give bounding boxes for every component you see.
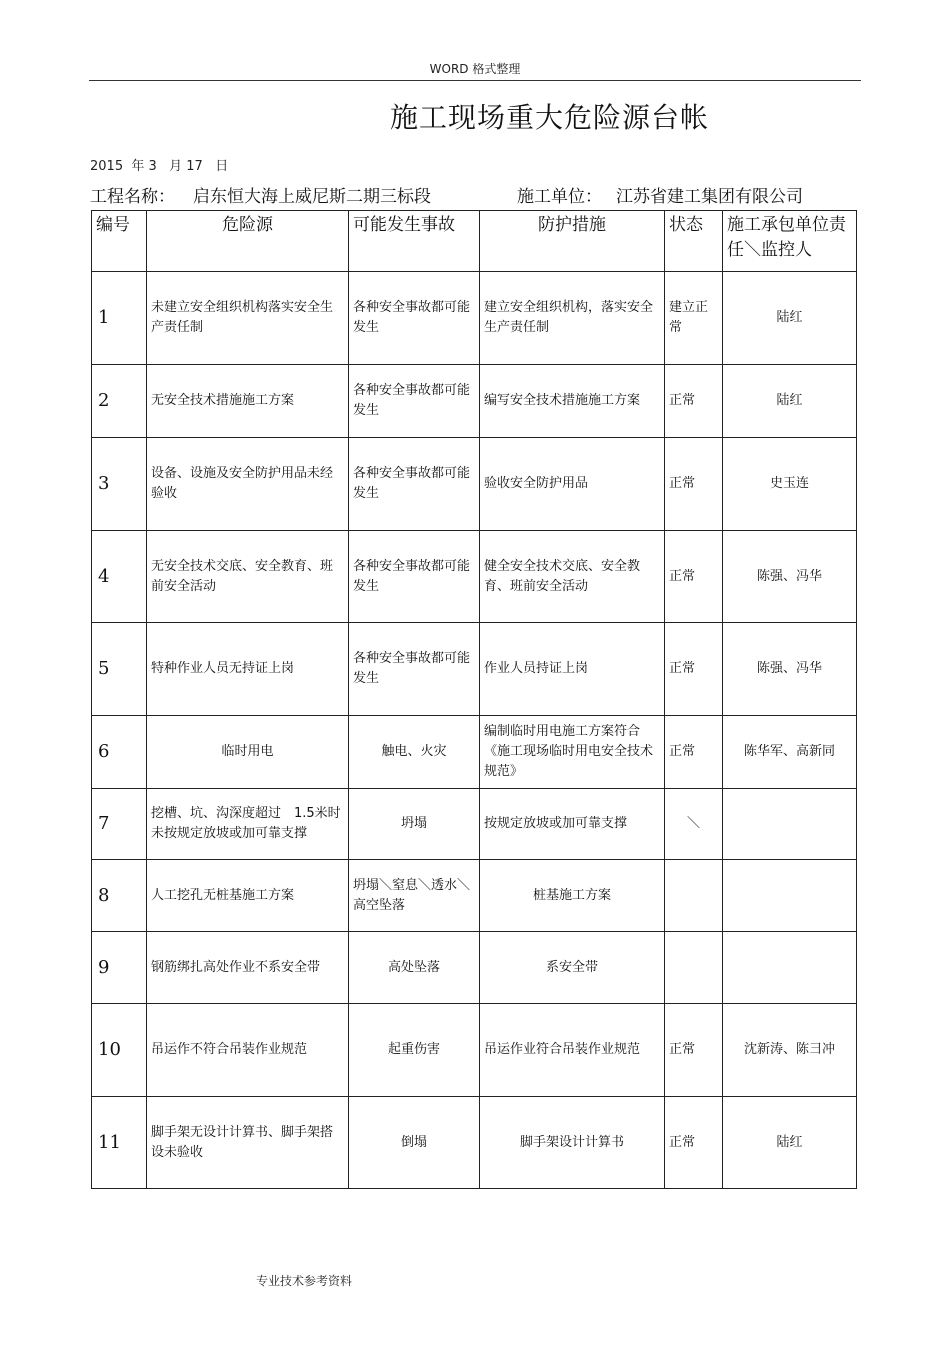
status-cell [665,932,723,1004]
construction-unit-line [517,182,803,207]
table-row [92,272,857,365]
row-number: 5 [92,623,147,716]
hazard-cell: 钢筋绑扎高处作业不系安全带 [147,932,349,1004]
column-header-measure: 防护措施 [480,211,665,272]
measure-cell: 验收安全防护用品 [480,438,665,531]
person-cell [723,789,857,860]
measure-cell: 编制临时用电施工方案符合《施工现场临时用电安全技术规范》 [480,716,665,789]
accident-cell: 各种安全事故都可能发生 [349,623,480,716]
row-number: 9 [92,932,147,1004]
column-header-person: 施工承包单位责任＼监控人 [723,211,857,272]
measure-cell: 桩基施工方案 [480,860,665,932]
measure-cell: 系安全带 [480,932,665,1004]
row-number: 1 [92,272,147,365]
document-title: 施工现场重大危险源台帐 [390,101,710,134]
construction-unit-label: 施工单位： [517,187,602,207]
table-row [92,365,857,438]
person-cell: 陆红 [723,272,857,365]
project-name-line [90,182,431,207]
person-cell: 陆红 [723,1097,857,1189]
project-name-value: 启东恒大海上威尼斯二期三标段 [193,187,431,207]
table-row [92,716,857,789]
hazard-cell: 特种作业人员无持证上岗 [147,623,349,716]
status-cell: 正常 [665,365,723,438]
construction-unit-value: 江苏省建工集团有限公司 [616,187,803,207]
accident-cell: 倒塌 [349,1097,480,1189]
hazard-ledger-table [91,210,857,1189]
status-cell: 正常 [665,1097,723,1189]
row-number: 6 [92,716,147,789]
header-divider [89,80,861,81]
table-row [92,789,857,860]
accident-cell: 各种安全事故都可能发生 [349,531,480,623]
status-cell: 正常 [665,438,723,531]
hazard-cell: 设备、设施及安全防护用品未经验收 [147,438,349,531]
accident-cell: 高处坠落 [349,932,480,1004]
table-row [92,438,857,531]
measure-cell: 脚手架设计计算书 [480,1097,665,1189]
page-header-label: WORD 格式整理 [429,62,521,76]
person-cell: 陈强、冯华 [723,623,857,716]
row-number: 10 [92,1004,147,1097]
table-row [92,623,857,716]
status-cell: ＼ [665,789,723,860]
table-row [92,1004,857,1097]
status-cell: 建立正常 [665,272,723,365]
column-header-no: 编号 [92,211,147,272]
measure-cell: 作业人员持证上岗 [480,623,665,716]
hazard-cell: 未建立安全组织机构落实安全生产责任制 [147,272,349,365]
table-row [92,1097,857,1189]
hazard-cell: 无安全技术措施施工方案 [147,365,349,438]
measure-cell: 健全安全技术交底、安全教育、班前安全活动 [480,531,665,623]
status-cell [665,860,723,932]
hazard-cell: 挖槽、坑、沟深度超过 1.5米时未按规定放坡或加可靠支撑 [147,789,349,860]
row-number: 4 [92,531,147,623]
page-footer: 专业技术参考资料 [256,1274,353,1288]
measure-cell: 按规定放坡或加可靠支撑 [480,789,665,860]
accident-cell: 各种安全事故都可能发生 [349,272,480,365]
person-cell [723,932,857,1004]
table-header-row [92,211,857,272]
status-cell: 正常 [665,531,723,623]
person-cell: 陈强、冯华 [723,531,857,623]
accident-cell: 触电、火灾 [349,716,480,789]
accident-cell: 坍塌＼窒息＼透水＼高空坠落 [349,860,480,932]
person-cell: 沈新涛、陈彐冲 [723,1004,857,1097]
row-number: 8 [92,860,147,932]
accident-cell: 各种安全事故都可能发生 [349,365,480,438]
hazard-cell: 脚手架无设计计算书、脚手架搭设未验收 [147,1097,349,1189]
hazard-cell: 临时用电 [147,716,349,789]
project-name-label: 工程名称： [90,187,175,207]
column-header-accident: 可能发生事故 [349,211,480,272]
row-number: 7 [92,789,147,860]
status-cell: 正常 [665,1004,723,1097]
table-row [92,860,857,932]
accident-cell: 坍塌 [349,789,480,860]
person-cell [723,860,857,932]
status-cell: 正常 [665,716,723,789]
measure-cell: 编写安全技术措施施工方案 [480,365,665,438]
hazard-cell: 人工挖孔无桩基施工方案 [147,860,349,932]
column-header-status: 状态 [665,211,723,272]
person-cell: 陈华军、高新同 [723,716,857,789]
row-number: 3 [92,438,147,531]
document-date: 2015 年 3 月 17 日 [90,159,229,174]
table-row [92,932,857,1004]
hazard-cell: 无安全技术交底、安全教育、班前安全活动 [147,531,349,623]
hazard-cell: 吊运作不符合吊装作业规范 [147,1004,349,1097]
row-number: 2 [92,365,147,438]
row-number: 11 [92,1097,147,1189]
accident-cell: 各种安全事故都可能发生 [349,438,480,531]
person-cell: 陆红 [723,365,857,438]
column-header-hazard: 危险源 [147,211,349,272]
measure-cell: 吊运作业符合吊装作业规范 [480,1004,665,1097]
accident-cell: 起重伤害 [349,1004,480,1097]
status-cell: 正常 [665,623,723,716]
measure-cell: 建立安全组织机构，落实安全生产责任制 [480,272,665,365]
table-row [92,531,857,623]
person-cell: 史玉连 [723,438,857,531]
